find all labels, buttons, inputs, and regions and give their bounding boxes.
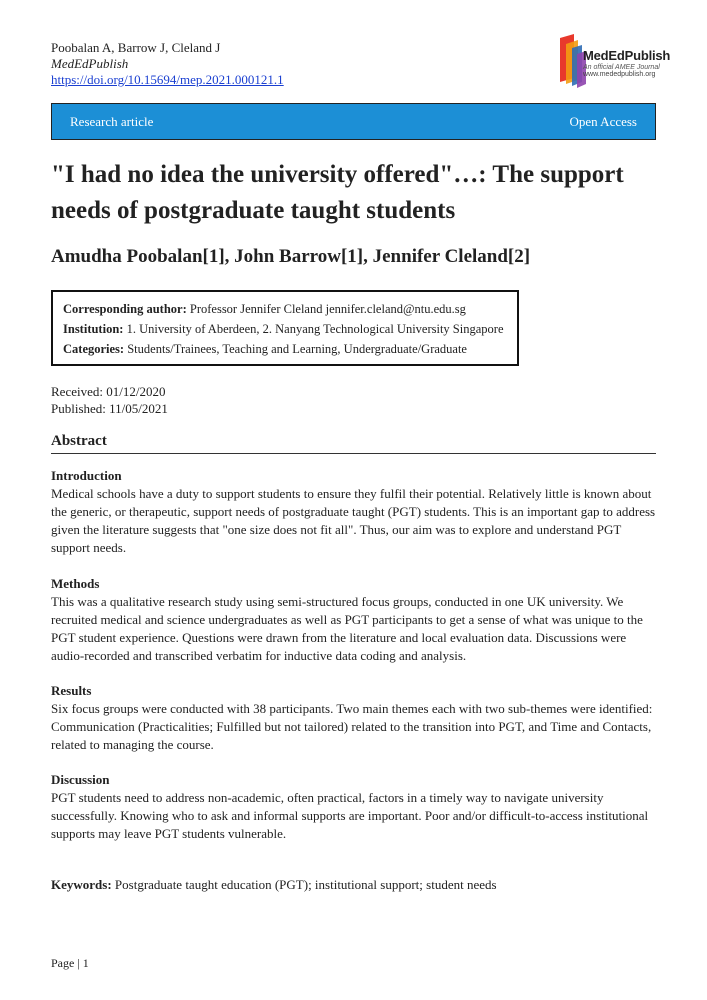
header-authors: Poobalan A, Barrow J, Cleland J <box>51 40 221 55</box>
page-number: Page | 1 <box>51 956 89 970</box>
corresponding-author <box>63 299 517 319</box>
received-date: Received: 01/12/2020 <box>51 384 166 399</box>
methods-text: This was a qualitative research study using semi-structured focus groups, conducted in one UK university. We recruited medical and science undergraduates as well as PGT participants to get a sense of what was unique to the PGT student experience. Questions were drawn from the literature and local evaluation data. Discussions were audio-recorded and transcribed verbatim for inductive data coding and analysis. <box>51 594 643 663</box>
categories-value: Students/Trainees, Teaching and Learning, Undergraduate/Graduate <box>127 342 467 356</box>
logo-tagline: An official AMEE Journal <box>583 64 660 71</box>
article-meta <box>51 40 284 88</box>
keywords <box>51 877 497 893</box>
doi-link[interactable]: https://doi.org/10.15694/mep.2021.000121.1 <box>51 72 284 87</box>
journal-name: MedEdPublish <box>51 56 129 71</box>
keywords-label: Keywords: <box>51 877 112 892</box>
introduction-section <box>51 467 661 557</box>
abstract-heading: Abstract <box>51 433 656 454</box>
results-section <box>51 682 661 754</box>
article-type-banner <box>51 103 656 140</box>
institution-value: 1. University of Aberdeen, 2. Nanyang Technological University Singapore <box>126 322 504 336</box>
results-text: Six focus groups were conducted with 38 participants. Two main themes each with two sub-themes were identified: Communication (Practicalities; Fulfilled but not tailored) related to the transition into PGT, and Time and Contacts, related to managing the course. <box>51 701 653 752</box>
results-heading: Results <box>51 683 92 698</box>
article-dates <box>51 383 168 417</box>
discussion-heading: Discussion <box>51 772 110 787</box>
discussion-text: PGT students need to address non-academic, often practical, factors in a timely way to navigate university successfully. Knowing who to ask and informal supports are important. Poor and/or difficult-to-access institutional supports may leave PGT students vulnerable. <box>51 790 649 841</box>
methods-heading: Methods <box>51 576 100 591</box>
categories <box>63 339 517 359</box>
article-type: Research article <box>70 114 154 129</box>
corresponding-value: Professor Jennifer Cleland jennifer.cleland@ntu.edu.sg <box>189 302 466 316</box>
logo-name: MedEdPublish <box>583 48 671 63</box>
introduction-heading: Introduction <box>51 468 122 483</box>
logo-wordmark <box>583 48 670 78</box>
institution-label: Institution: <box>63 322 124 336</box>
logo-url: www.mededpublish.org <box>583 71 656 78</box>
methods-section <box>51 575 661 665</box>
open-access-label: Open Access <box>569 114 637 129</box>
article-info-box <box>51 290 519 366</box>
published-date: Published: 11/05/2021 <box>51 401 168 416</box>
introduction-text: Medical schools have a duty to support students to ensure they fulfil their potential. Relatively little is known about the generic, or therapeutic, support needs of postgraduate taught (PGT) students. This is an important gap to address given the literature suggests that "one size does not fit all". Thus, our aim was to explore and understand PGT support needs. <box>51 486 656 555</box>
institution <box>63 319 517 339</box>
keywords-value: Postgraduate taught education (PGT); institutional support; student needs <box>114 877 497 892</box>
categories-label: Categories: <box>63 342 125 356</box>
article-authors: Amudha Poobalan[1], John Barrow[1], Jennifer Cleland[2] <box>51 246 531 267</box>
corresponding-label: Corresponding author: <box>63 302 187 316</box>
article-title: "I had no idea the university offered"…: The support needs of postgraduate taught students <box>51 161 624 224</box>
discussion-section <box>51 771 661 843</box>
